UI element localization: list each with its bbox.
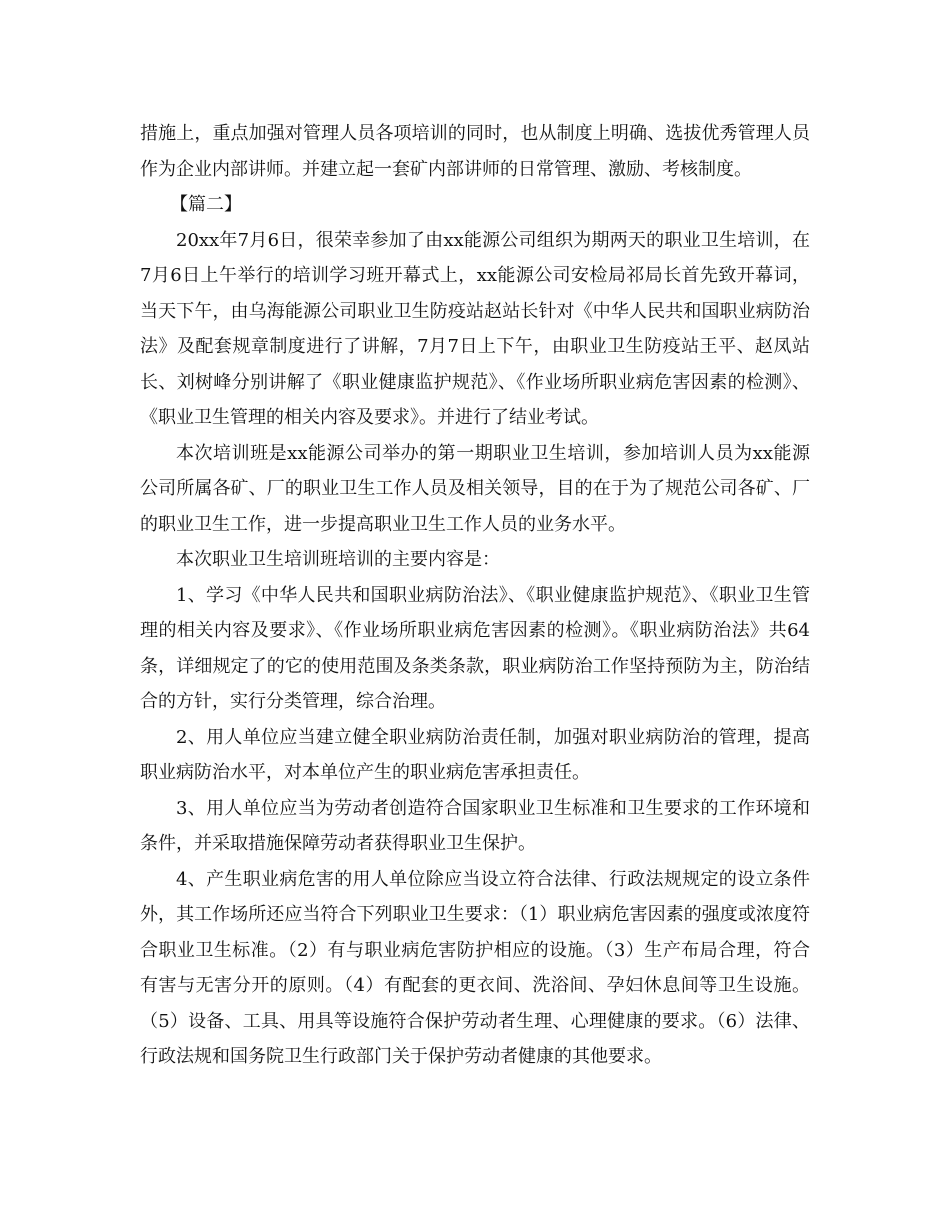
paragraph: 20xx年7月6日，很荣幸参加了由xx能源公司组织为期两天的职业卫生培训，在7月6日上午举行的培训学习班开幕式上，xx能源公司安检局祁局长首先致开幕词，当天下午，由乌海能源公司职业卫生防疫站赵站长针对《中华人民共和国职业病防治法》及配套规章制度进行了讲解，7月7日上下午，由职业卫生防疫站王平、赵凤站长、刘树峰分别讲解了《职业健康监护规范》、《作业场所职业病危害因素的检测》、《职业卫生管理的相关内容及要求》。并进行了结业考试。 xyxy=(140,229,810,428)
document-body xyxy=(140,116,810,1075)
paragraph: 本次培训班是xx能源公司举办的第一期职业卫生培训，参加培训人员为xx能源公司所属各矿、厂的职业卫生工作人员及相关领导，目的在于为了规范公司各矿、厂的职业卫生工作，进一步提高职业卫生工作人员的业务水平。 xyxy=(140,442,810,535)
paragraph: 1、学习《中华人民共和国职业病防治法》、《职业健康监护规范》、《职业卫生管理的相关内容及要求》、《作业场所职业病危害因素的检测》。《职业病防治法》共64条，详细规定了的它的使用范围及条类条款，职业病防治工作坚持预防为主，防治结合的方针，实行分类管理，综合治理。 xyxy=(140,584,810,712)
section-heading: 【篇二】 xyxy=(170,194,242,215)
paragraph: 措施上，重点加强对管理人员各项培训的同时，也从制度上明确、选拔优秀管理人员作为企业内部讲师。并建立起一套矿内部讲师的日常管理、激励、考核制度。 xyxy=(140,123,810,180)
paragraph: 本次职业卫生培训班培训的主要内容是： xyxy=(176,549,500,570)
paragraph: 4、产生职业病危害的用人单位除应当设立符合法律、行政法规规定的设立条件外，其工作场所还应当符合下列职业卫生要求：（1）职业病危害因素的强度或浓度符合职业卫生标准。（2）有与职业病危害防护相应的设施。（3）生产布局合理，符合有害与无害分开的原则。（4）有配套的更衣间、洗浴间、孕妇休息间等卫生设施。（5）设备、工具、用具等设施符合保护劳动者生理、心理健康的要求。（6）法律、行政法规和国务院卫生行政部门关于保护劳动者健康的其他要求。 xyxy=(140,868,810,1067)
paragraph: 2、用人单位应当建立健全职业病防治责任制，加强对职业病防治的管理，提高职业病防治水平，对本单位产生的职业病危害承担责任。 xyxy=(140,726,810,783)
paragraph: 3、用人单位应当为劳动者创造符合国家职业卫生标准和卫生要求的工作环境和条件，并采取措施保障劳动者获得职业卫生保护。 xyxy=(140,797,810,854)
